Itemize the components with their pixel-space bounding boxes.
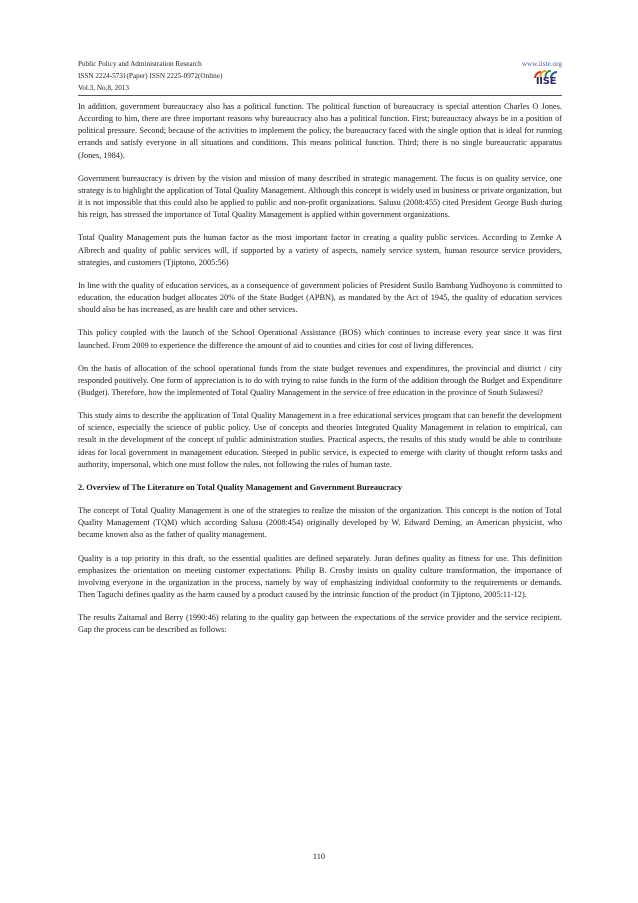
paragraph: This policy coupled with the launch of the School Operational Assistance (BOS) which continues to increase every year since it was first launched. From 2009 to experience the difference the amount of aid to counties and cities for cost of living differences.	[78, 328, 562, 350]
paragraph: Quality is a top priority in this draft, so the essential qualities are defined separately. Juran defines quality as fitness for use. This definition emphasizes the orientation on meeting customer expectations. Philip B. Crosby insists on quality culture transformation, the importance of involving everyone in the organization in the process, namely by way of emphasizing individual conformity to the requirements or demands. Then Taguchi defines quality as the harm caused by a product caused by the intrinsic function of the product (in Tjiptono, 2005:11-12).	[78, 553, 562, 599]
paragraph: In addition, government bureaucracy also has a political function. The political function of bureaucracy is special attention Charles O Jones. According to him, there are three important reasons why bureaucracy also has a political function. First; bureaucracy always be in a position of political pressure. Second; because of the activities to implement the policy, the bureaucracy faced with the single option that is ideal for running errands and satisfy everyone in all situations and conditions. This means political function. Third; there is no single bureaucratic apparatus (Jones, 1984).	[78, 102, 562, 160]
journal-name: Public Policy and Administration Research	[78, 60, 202, 68]
paragraph: This study aims to describe the application of Total Quality Management in a free educational services program that can benefit the development of science, especially the science of public policy. Use of concepts and theories Integrated Quality Management in relation to empirical, can result in the development of the concept of public administration studies. Practical aspects, the results of this study would be able to contribute ideas for local government in management education. Steeped in public service, is expected to emerge with clarity of thought reform tasks and authority, impersonal, which one must follow the rules, not following the rules of human taste.	[78, 411, 562, 469]
page-number: 110	[312, 852, 326, 861]
paragraph: On the basis of allocation of the school operational funds from the state budget revenues and expenditures, the provincial and district / city responded positively. One form of appreciation is to do with trying to raise funds in the form of the addition through the Budget and Expenditure (Budget). Therefore, how the implemented of Total Quality Management in the service of free education in the province of South Sulawesi?	[78, 363, 562, 397]
paragraph: In line with the quality of education services, as a consequence of government policies of President Susilo Bambang Yudhoyono is committed to education, the education budget allocates 20% of the State Budget (APBN), as mandated by the Act of 1945, the quality of education services should also be has increased, as are health care and other services.	[78, 280, 562, 315]
paragraph: The results Zaitamal and Berry (1990:46) relating to the quality gap between the expectations of the service provider and the service recipient. Gap the process can be described as follows:	[78, 613, 562, 635]
logo-wordmark: IISE	[535, 76, 557, 87]
section-heading: 2. Overview of The Literature on Total Quality Management and Government Bureaucracy	[78, 482, 403, 492]
paragraph: Government bureaucracy is driven by the vision and mission of many described in strategic management. The focus is on quality service, one strategy is to highlight the application of Total Quality Management. Although this concept is widely used in business or private organization, but it is not impossible that this could also be applied to public and non-profit organizations. Salusu (2008:455) cited President George Bush during his reign, has stressed the importance of Total Quality Management is applied within government organizations.	[78, 173, 562, 220]
iiste-logo	[531, 67, 561, 89]
volume-line: Vol.3, No.8, 2013	[78, 84, 129, 92]
paragraph: Total Quality Management puts the human factor as the most important factor in creating a quality public services. According to Zemke A Albrech and quality of public services will, if supported by a variety of aspects, namely service system, human resource service providers, strategies, and customers (Tjiptono, 2005:56)	[78, 233, 562, 267]
header-divider	[78, 95, 562, 96]
journal-url-link[interactable]: www.iiste.org	[521, 60, 562, 68]
paragraph: The concept of Total Quality Management is one of the strategies to realize the mission of the organization. This concept is the notion of Total Quality Management (TQM) which according Salusu (2008:454) originally developed by W. Edward Deming, an American physicist, who became known also as the father of quality management.	[78, 506, 562, 540]
article-body	[78, 101, 562, 647]
issn-line: ISSN 2224-5731(Paper) ISSN 2225-0972(Online)	[78, 72, 223, 80]
